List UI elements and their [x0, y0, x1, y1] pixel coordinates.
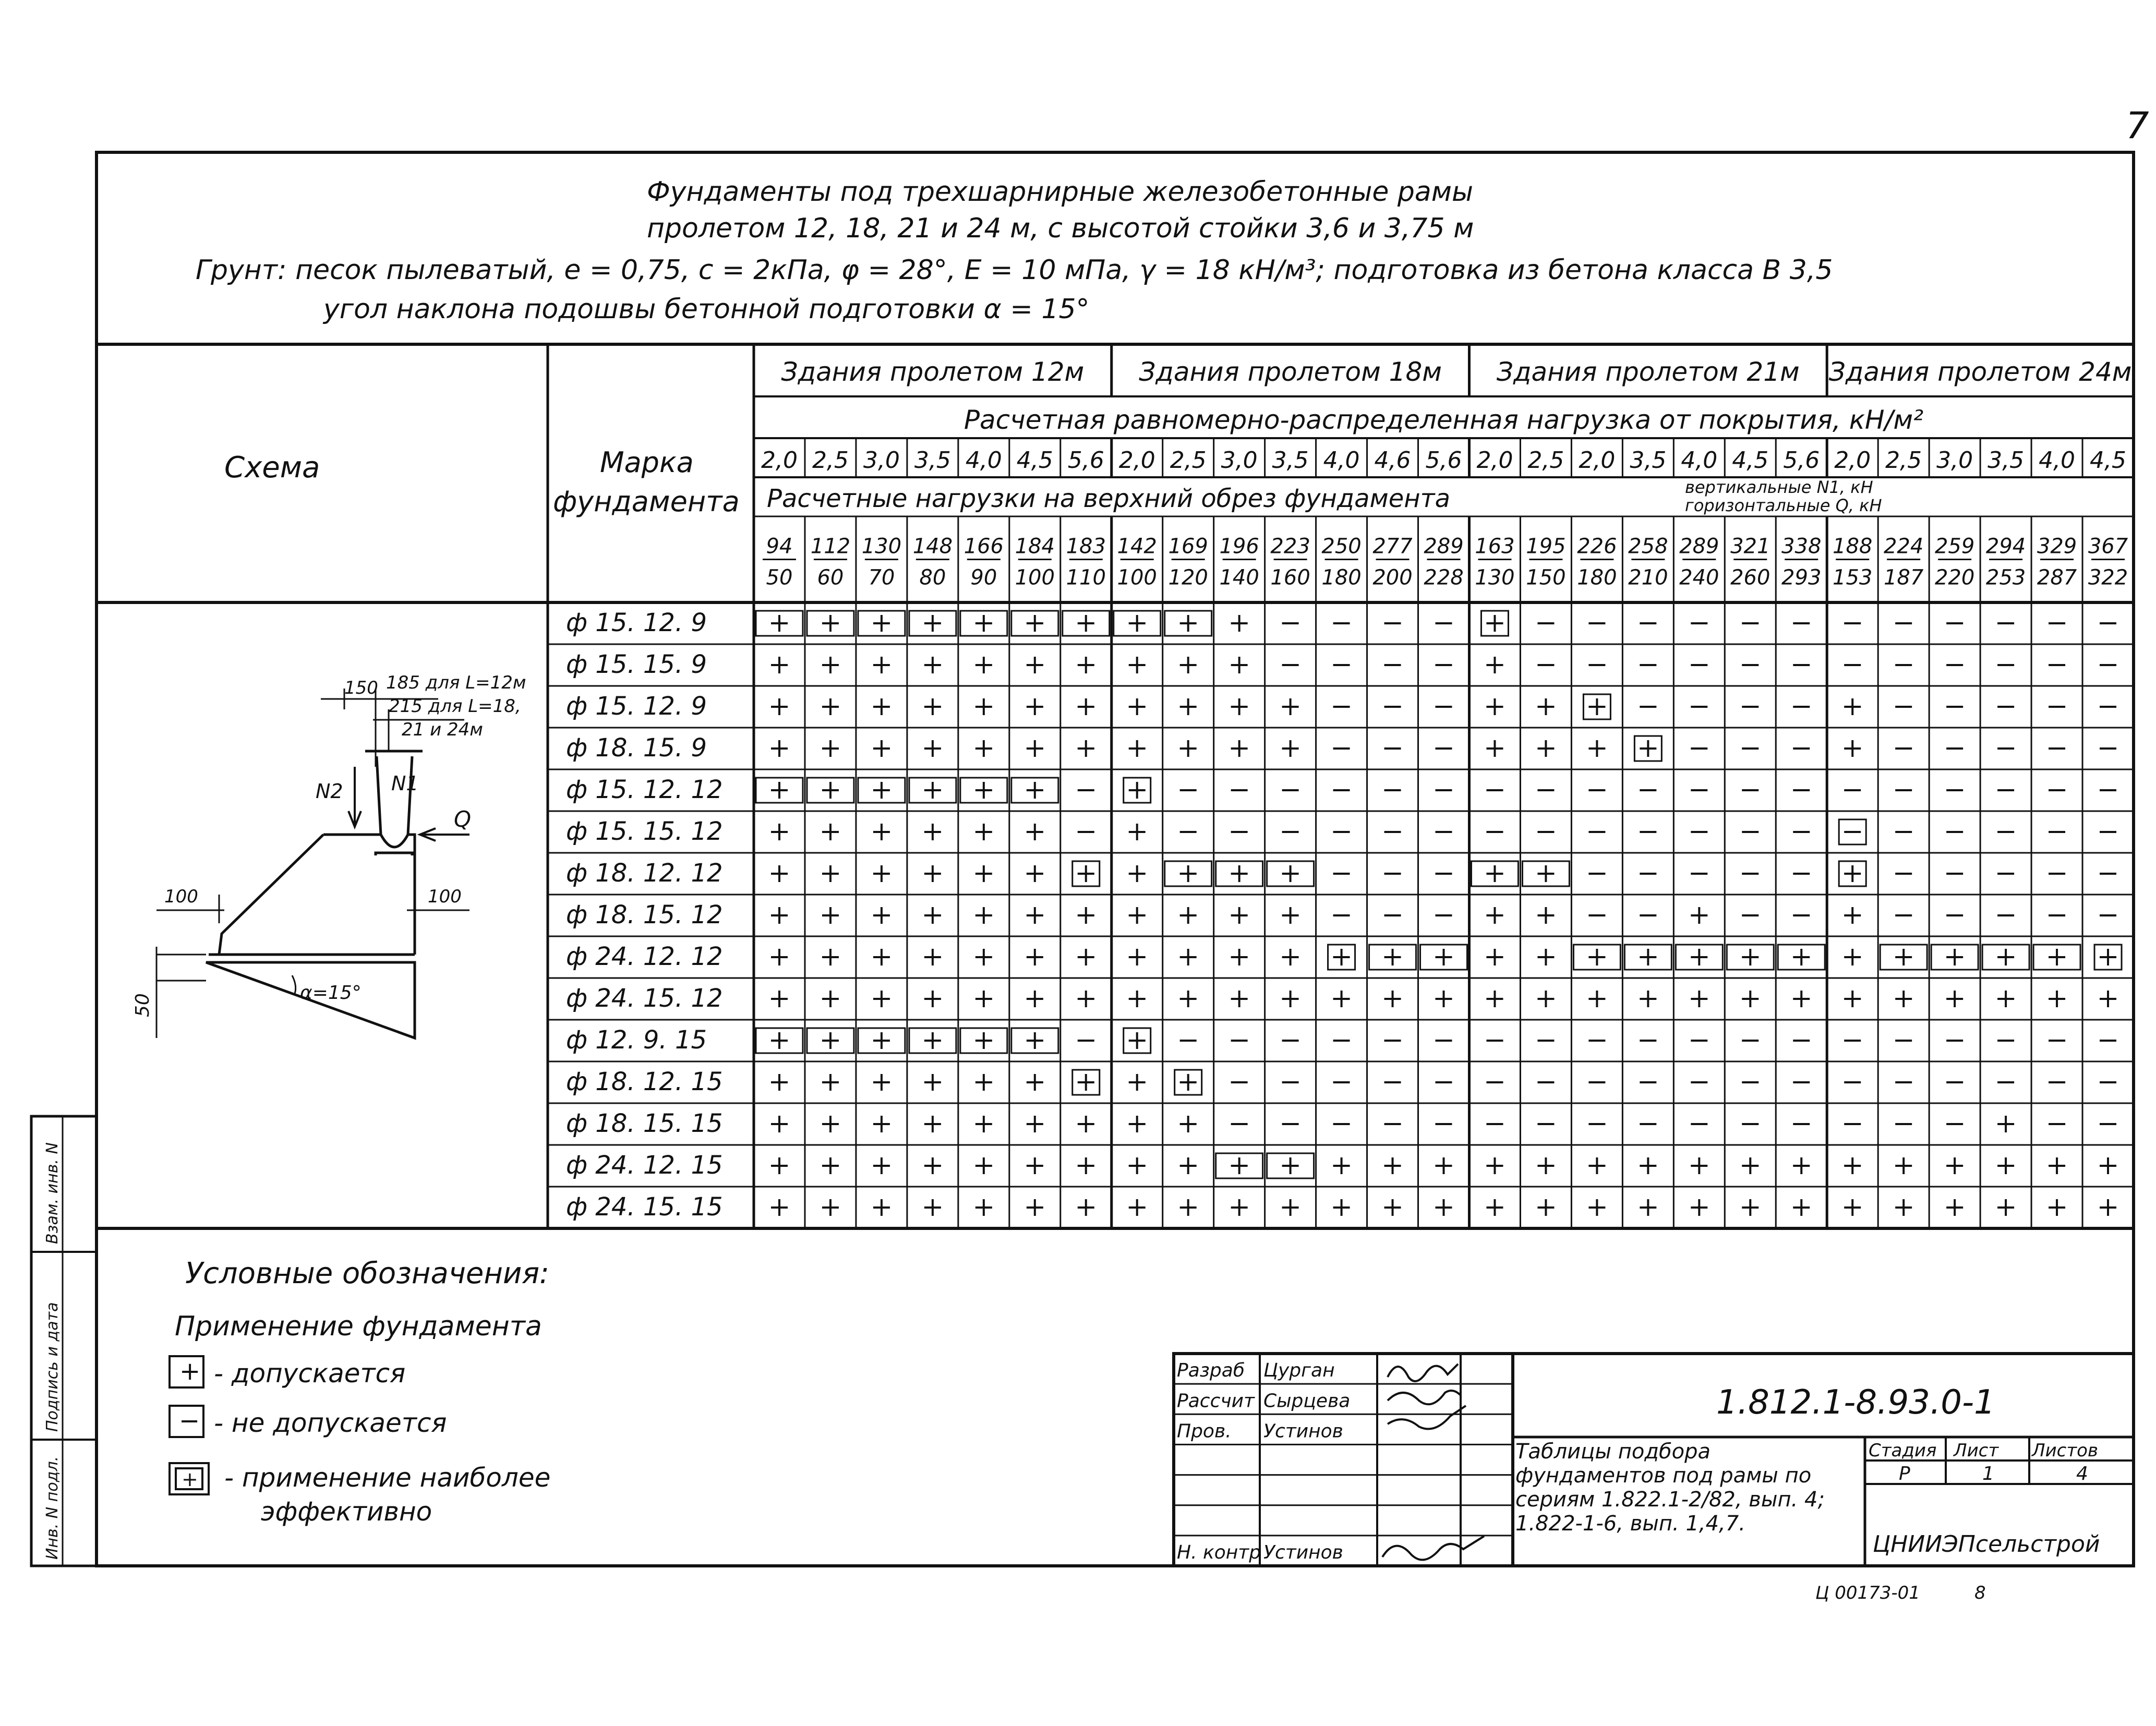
title-block-rows [1174, 1360, 1513, 1563]
table-cells [566, 608, 2122, 1222]
load-value: 2,0 [1118, 447, 1155, 474]
foundation-marka: ф 24. 12. 12 [566, 942, 723, 971]
legend-effective-text-2: эффективно [261, 1496, 432, 1527]
tb-role: Рассчит [1177, 1390, 1255, 1412]
stage-label: Стадия [1869, 1440, 1937, 1461]
marka-label-2: фундамента [553, 485, 740, 518]
legend-boxed-plus-symbol: + [182, 1468, 198, 1491]
foundation-marka: ф 18. 12. 12 [566, 859, 723, 888]
load-value: 2,5 [812, 447, 849, 474]
q-value: 322 [2088, 565, 2128, 590]
span-group-label: Здания пролетом 18м [1139, 357, 1442, 387]
n-value: 226 [1577, 534, 1617, 559]
title-line-2: пролетом 12, 18, 21 и 24 м, с высотой стойки 3,6 и 3,75 м [647, 213, 1474, 244]
load-value: 5,6 [1425, 447, 1462, 474]
load-value: 4,0 [965, 447, 1002, 474]
n-value: 196 [1219, 534, 1259, 559]
legend-allowed-text: - допускается [214, 1358, 406, 1389]
foundation-marka: ф 15. 12. 12 [566, 775, 723, 804]
doc-code: 1.812.1-8.93.0-1 [1716, 1383, 1995, 1422]
legend-item-allowed [170, 1356, 405, 1389]
n-value: 148 [912, 534, 953, 559]
horizontal-load-label: горизонтальные Q, кН [1685, 496, 1882, 515]
n-value: 112 [810, 534, 851, 559]
title-line-4: угол наклона подошвы бетонной подготовки α = 15° [323, 294, 1090, 325]
foundation-marka: ф 15. 15. 9 [566, 650, 707, 679]
signatures [1382, 1364, 1484, 1560]
span-group-label: Здания пролетом 21м [1496, 357, 1800, 387]
top-load-label: Расчетные нагрузки на верхний обрез фундамента [767, 484, 1450, 513]
description-box [1515, 1440, 1862, 1565]
tb-name: Цурган [1263, 1360, 1335, 1382]
legend-effective-text-1: - применение наиболее [224, 1463, 551, 1493]
q-value: 160 [1270, 565, 1310, 590]
q-value: 240 [1679, 565, 1719, 590]
side-stamp-sign: Подпись и дата [43, 1302, 62, 1432]
tb-role: Разраб [1177, 1360, 1245, 1382]
q-value: 140 [1219, 565, 1259, 590]
foundation-marka: ф 15. 15. 12 [566, 817, 723, 846]
q-value: 228 [1424, 565, 1464, 590]
n-value: 184 [1015, 534, 1055, 559]
load-value: 4,0 [2039, 447, 2076, 474]
q-value: 180 [1321, 565, 1362, 590]
n-value: 277 [1372, 534, 1413, 559]
dim-50: 50 [132, 993, 153, 1017]
legend-subtitle: Применение фундамента [175, 1311, 542, 1342]
load-value: 4,5 [1732, 447, 1769, 474]
load-value: 2,0 [761, 447, 798, 474]
load-value: 3,0 [863, 447, 900, 474]
n-value: 289 [1679, 534, 1719, 559]
angle-label: α=15° [300, 982, 362, 1004]
load-value: 3,5 [1272, 447, 1309, 474]
q-value: 150 [1526, 565, 1566, 590]
foundation-marka: ф 18. 15. 12 [566, 900, 723, 930]
n-value: 329 [2037, 534, 2077, 559]
n-value: 367 [2088, 534, 2128, 559]
load-value: 2,5 [1170, 447, 1207, 474]
q-value: 210 [1628, 565, 1668, 590]
foundation-marka: ф 24. 15. 15 [566, 1192, 723, 1222]
q-value: 153 [1833, 565, 1873, 590]
legend-not-allowed-text: - не допускается [214, 1408, 447, 1438]
load-value: 2,0 [1579, 447, 1616, 474]
foundation-marka: ф 18. 12. 15 [566, 1067, 723, 1096]
sheet-value: 1 [1982, 1463, 1994, 1484]
vertical-load-label: вертикальные N1, кН [1685, 477, 1873, 497]
marka-label-1: Марка [600, 446, 694, 479]
q-value: 50 [766, 565, 793, 590]
q-value: 293 [1781, 565, 1822, 590]
n-value: 321 [1730, 534, 1770, 559]
load-value: 2,5 [1527, 447, 1564, 474]
foundation-marka: ф 24. 15. 12 [566, 984, 723, 1013]
tb-role: Н. контр [1177, 1542, 1261, 1563]
n-value: 258 [1628, 534, 1668, 559]
foundation-marka: ф 18. 15. 9 [566, 733, 707, 763]
load-value: 3,5 [1630, 447, 1667, 474]
tb-name: Устинов [1263, 1542, 1343, 1563]
q-value: 110 [1066, 565, 1106, 590]
q-value: 80 [919, 565, 946, 590]
q-value: 180 [1577, 565, 1617, 590]
dim-100-left: 100 [164, 886, 198, 907]
n-value: 195 [1526, 534, 1566, 559]
q-value: 253 [1985, 565, 2026, 590]
title-line-3: Грунт: песок пылеватый, е = 0,75, с = 2кПа, φ = 28°, Е = 10 мПа, γ = 18 кН/м³; подготовка из бетона класса В 3,5 [196, 255, 1833, 286]
title-line-1: Фундаменты под трехшарнирные железобетонные рамы [647, 176, 1474, 208]
foundation-marka: ф 15. 12. 9 [566, 608, 707, 637]
q-value: 100 [1117, 565, 1157, 590]
dim-21-24: 21 и 24м [402, 719, 483, 740]
sheets-value: 4 [2076, 1463, 2088, 1484]
side-stamp-inv: Инв. N подл. [43, 1456, 62, 1560]
q-value: 130 [1475, 565, 1515, 590]
n-value: 166 [963, 534, 1004, 559]
load-row-label: Расчетная равномерно-распределенная нагрузка от покрытия, кН/м² [963, 405, 1924, 435]
n-value: 94 [766, 534, 793, 559]
load-value: 3,0 [1221, 447, 1258, 474]
dim-150: 150 [344, 678, 378, 698]
n-value: 338 [1781, 534, 1822, 559]
n-value: 223 [1270, 534, 1310, 559]
dim-100-right: 100 [428, 886, 462, 907]
n-value: 188 [1833, 534, 1873, 559]
q-value: 220 [1934, 565, 1975, 590]
sheet-label: Лист [1954, 1440, 1999, 1461]
q-value: 187 [1883, 565, 1924, 590]
foundation-marka: ф 15. 12. 9 [566, 692, 707, 721]
tb-name: Устинов [1263, 1420, 1343, 1442]
load-value: 5,6 [1067, 447, 1104, 474]
span-group-label: Здания пролетом 12м [781, 357, 1085, 387]
load-value: 2,0 [1834, 447, 1871, 474]
tb-name: Сырцева [1263, 1390, 1351, 1412]
load-value: 3,5 [1988, 447, 2025, 474]
load-value: 4,0 [1323, 447, 1360, 474]
q-value: 100 [1015, 565, 1055, 590]
foundation-marka: ф 24. 12. 15 [566, 1151, 723, 1180]
legend-title: Условные обозначения: [185, 1257, 549, 1290]
q-value: 260 [1730, 565, 1770, 590]
n-value: 250 [1321, 534, 1362, 559]
legend-item-most-effective [170, 1463, 550, 1527]
label-n1: N1 [391, 772, 419, 795]
dim-185: 185 для L=12м [386, 672, 526, 693]
schema-label: Схема [224, 451, 320, 485]
tb-role: Пров. [1177, 1420, 1232, 1442]
load-value: 4,5 [2090, 447, 2127, 474]
load-value: 5,6 [1783, 447, 1820, 474]
stage-value: Р [1899, 1463, 1910, 1484]
q-value: 200 [1372, 565, 1413, 590]
dim-215: 215 для L=18, [389, 696, 521, 717]
description-text: Таблицы подбора фундаментов под рамы по сериям 1.822.1-2/82, вып. 4; 1.822-1-6, вып. 1,4,7. [1515, 1440, 1825, 1536]
n-value: 224 [1883, 534, 1924, 559]
q-value: 287 [2037, 565, 2077, 590]
bottom-num: 8 [1974, 1583, 1986, 1603]
load-value: 4,5 [1016, 447, 1053, 474]
span-group-label: Здания пролетом 24м [1828, 357, 2132, 387]
load-value: 2,5 [1885, 447, 1922, 474]
n-value: 183 [1066, 534, 1106, 559]
legend-item-not-allowed [170, 1406, 447, 1438]
n-value: 294 [1985, 534, 2026, 559]
load-value: 2,0 [1476, 447, 1513, 474]
load-value: 3,5 [914, 447, 951, 474]
label-q: Q [454, 806, 472, 832]
n-value: 130 [861, 534, 902, 559]
n-value: 142 [1117, 534, 1157, 559]
q-value: 90 [970, 565, 997, 590]
n-value: 169 [1168, 534, 1208, 559]
organization: ЦНИИЭПсельстрой [1873, 1531, 2100, 1558]
q-value: 60 [817, 565, 844, 590]
n-value: 163 [1475, 534, 1515, 559]
label-n2: N2 [316, 780, 343, 803]
n-value: 289 [1424, 534, 1464, 559]
load-value: 3,0 [1936, 447, 1973, 474]
side-stamp-vzam: Взам. инв. N [43, 1142, 62, 1244]
foundation-marka: ф 18. 15. 15 [566, 1109, 723, 1138]
foundation-marka: ф 12. 9. 15 [566, 1025, 707, 1055]
sheets-label: Листов [2032, 1440, 2099, 1461]
q-value: 120 [1168, 565, 1208, 590]
page-number: 7 [2126, 104, 2149, 147]
side-stamp-frame [31, 1116, 97, 1566]
load-value: 4,6 [1374, 447, 1411, 474]
n-value: 259 [1934, 534, 1975, 559]
bottom-code: Ц 00173-01 [1815, 1583, 1920, 1603]
legend-plus-symbol: + [179, 1357, 201, 1386]
q-value: 70 [868, 565, 895, 590]
legend-minus-symbol: − [179, 1406, 200, 1435]
load-value: 4,0 [1681, 447, 1718, 474]
